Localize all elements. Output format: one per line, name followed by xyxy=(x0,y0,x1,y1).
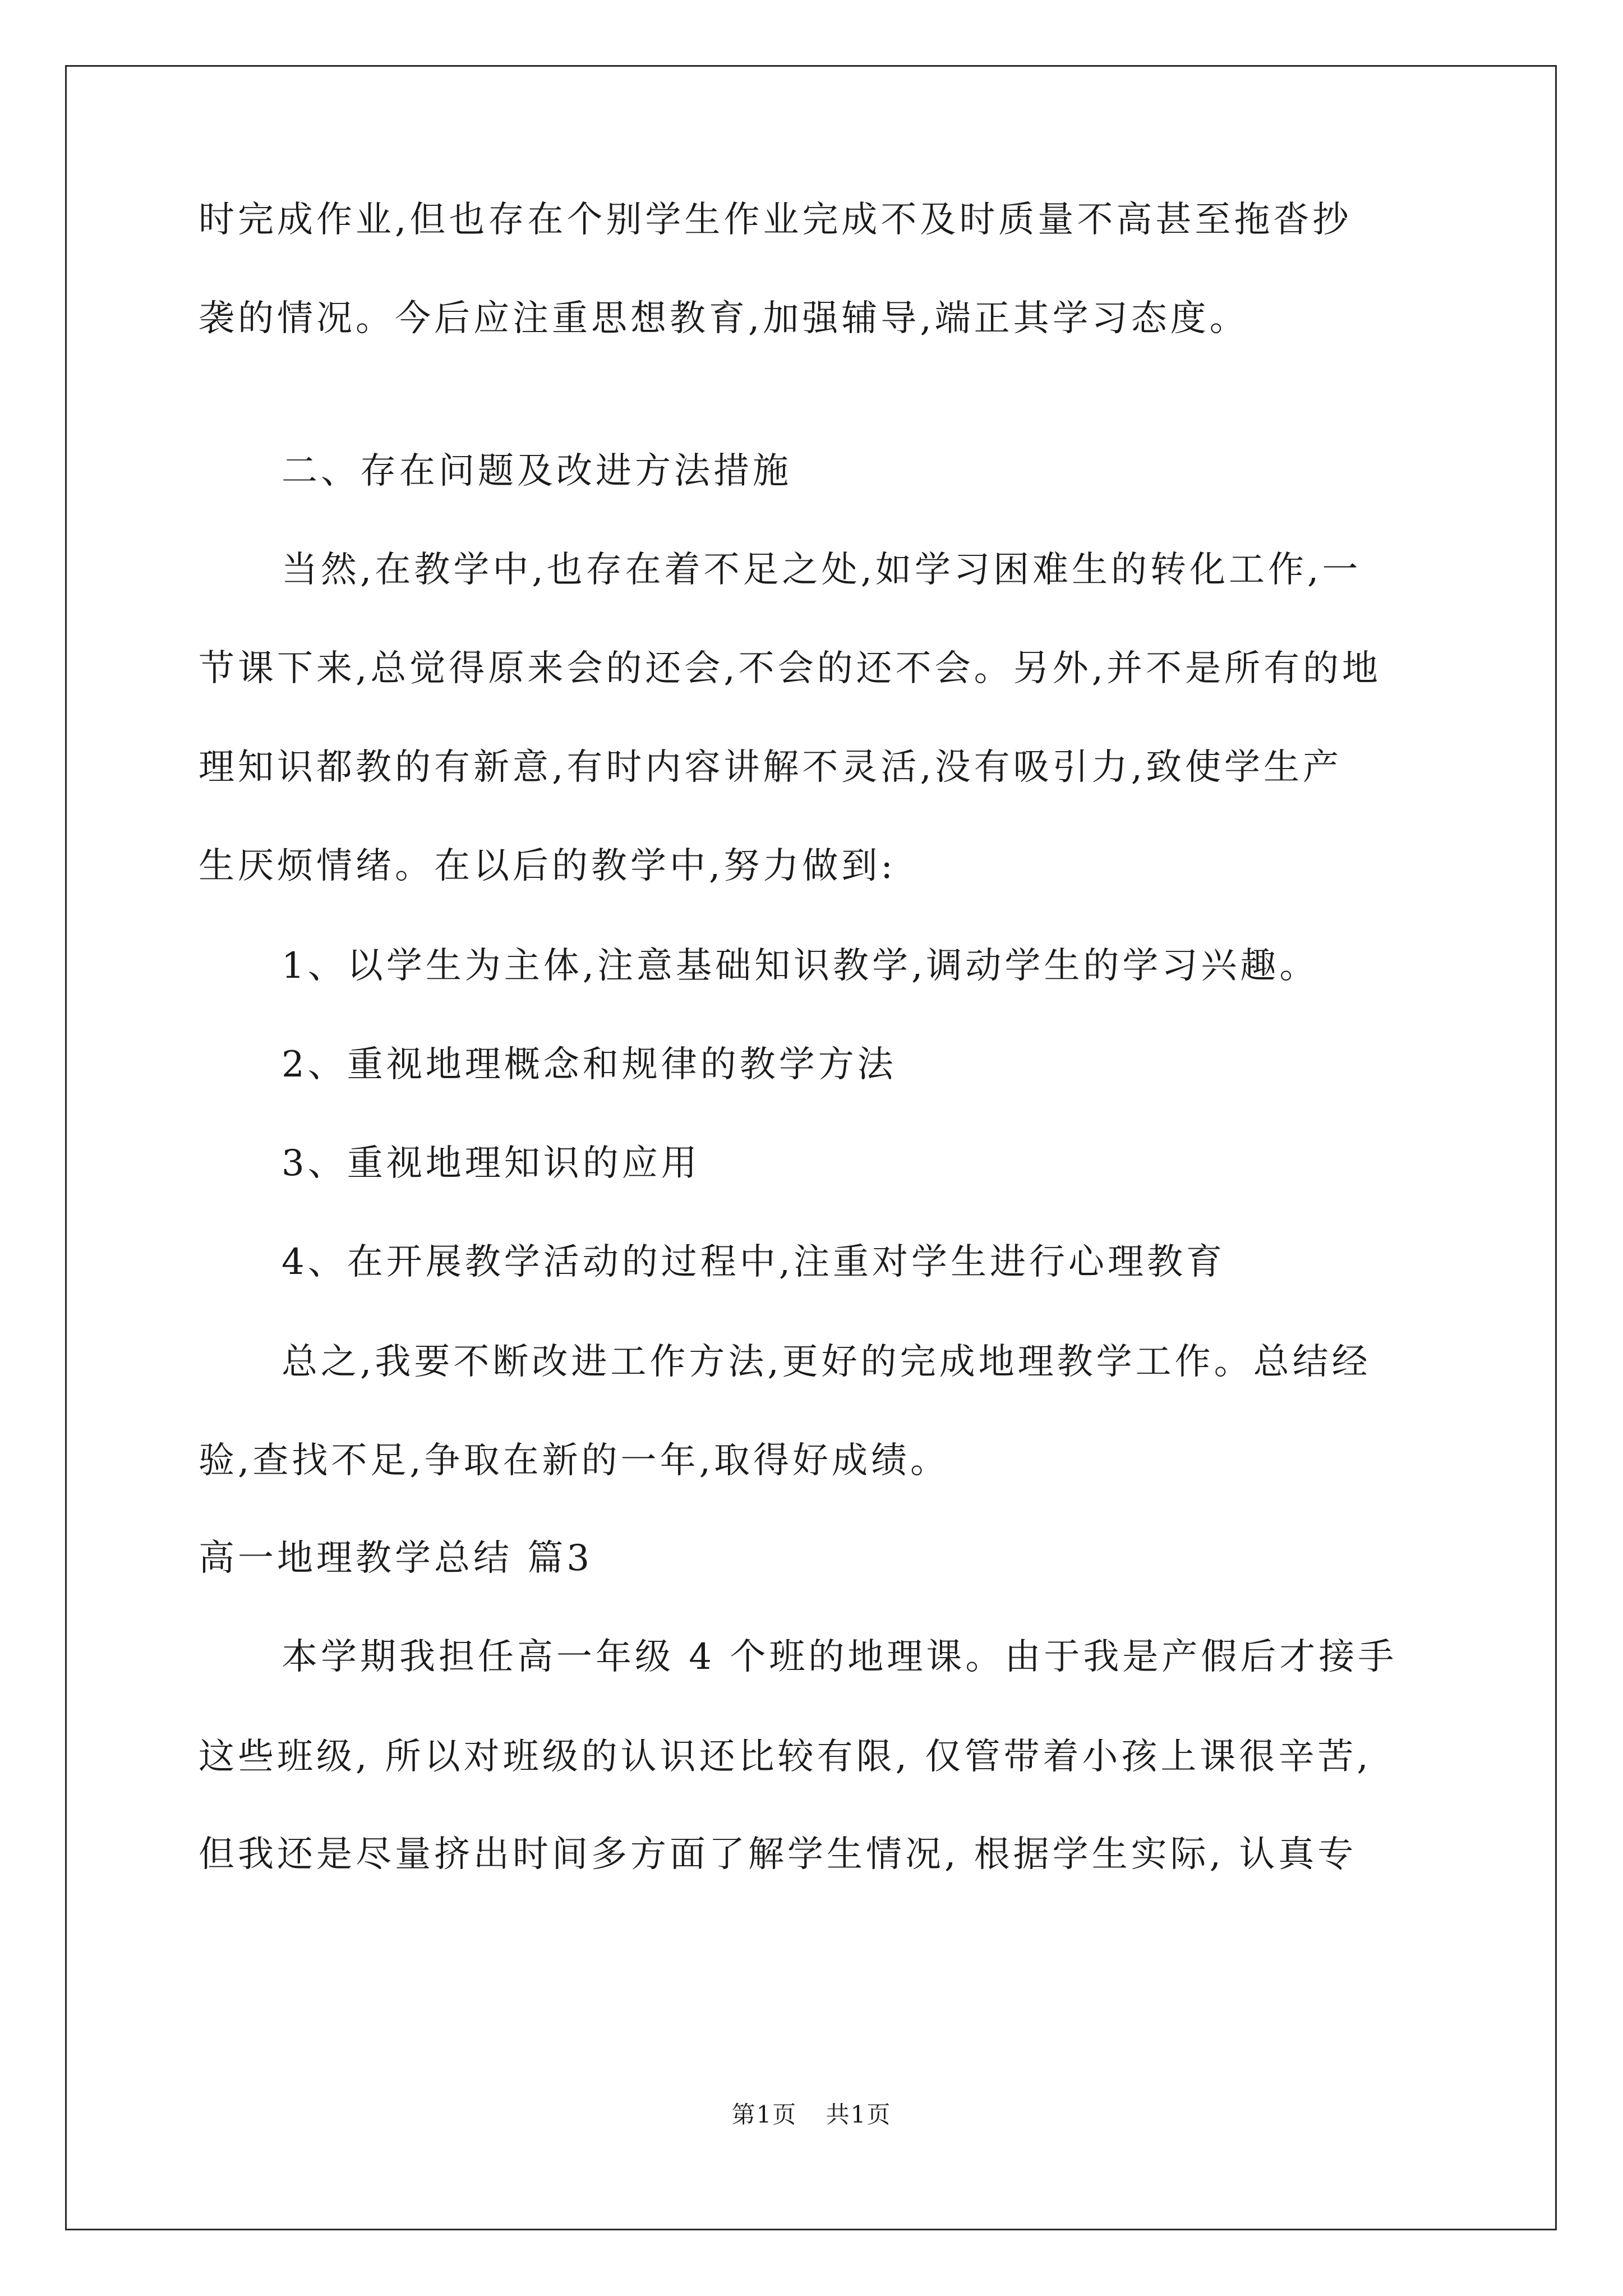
text-line: 理知识都教的有新意,有时内容讲解不灵活,没有吸引力,致使学生产 xyxy=(199,747,1343,788)
text-line: 节课下来,总觉得原来会的还会,不会的还不会。另外,并不是所有的地 xyxy=(199,648,1382,689)
text-line: 但我还是尽量挤出时间多方面了解学生情况, 根据学生实际, 认真专 xyxy=(199,1834,1357,1875)
page-number: 第1页 xyxy=(731,2101,797,2128)
text-line: 当然,在教学中,也存在着不足之处,如学习困难生的转化工作,一 xyxy=(282,549,1362,591)
text-line: 这些班级, 所以对班级的认识还比较有限, 仅管带着小孩上课很辛苦, xyxy=(199,1736,1372,1778)
text-line: 本学期我担任高一年级 4 个班的地理课。由于我是产假后才接手 xyxy=(282,1636,1398,1678)
text-line: 时完成作业,但也存在个别学生作业完成不及时质量不高甚至拖沓抄 xyxy=(199,199,1352,241)
list-item: 3、重视地理知识的应用 xyxy=(282,1143,700,1184)
page-total: 共1页 xyxy=(826,2101,892,2128)
list-item: 2、重视地理概念和规律的教学方法 xyxy=(282,1044,897,1085)
text-line: 总之,我要不断改进工作方法,更好的完成地理教学工作。总结经 xyxy=(282,1341,1371,1383)
text-line: 验,查找不足,争取在新的一年,取得好成绩。 xyxy=(199,1440,950,1481)
article-title: 高一地理教学总结 篇3 xyxy=(199,1538,593,1579)
page-footer xyxy=(0,2098,1623,2132)
text-line: 袭的情况。今后应注重思想教育,加强辅导,端正其学习态度。 xyxy=(199,298,1249,339)
list-item: 1、以学生为主体,注意基础知识教学,调动学生的学习兴趣。 xyxy=(282,945,1319,987)
text-line: 生厌烦情绪。在以后的教学中,努力做到: xyxy=(199,845,896,887)
section-heading: 二、存在问题及改进方法措施 xyxy=(282,450,792,492)
list-item: 4、在开展教学活动的过程中,注重对学生进行心理教育 xyxy=(282,1241,1226,1283)
